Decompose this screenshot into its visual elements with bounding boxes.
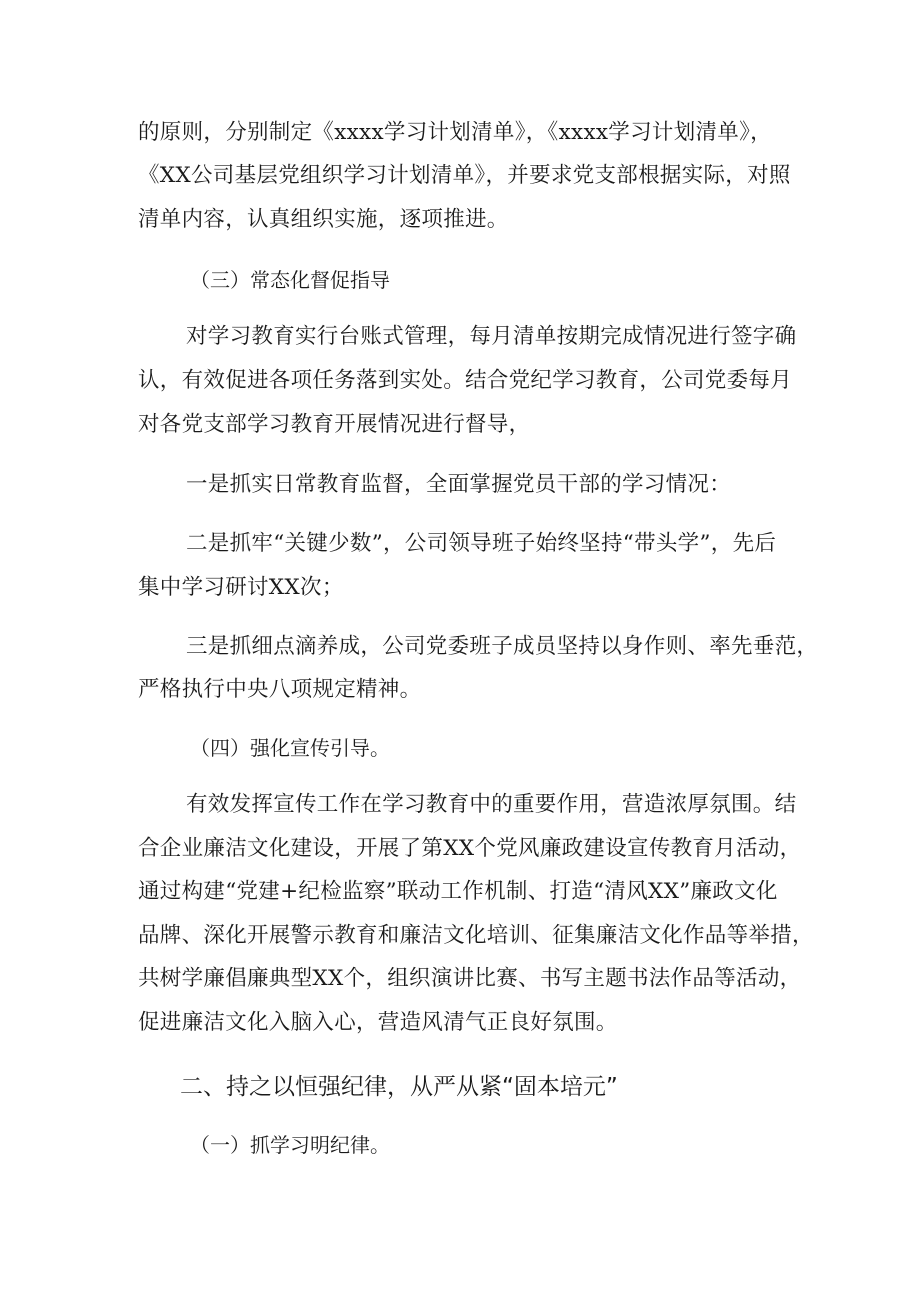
paragraph-line: 集中学习研讨XX次；	[138, 575, 344, 600]
paragraph-line: 对各党支部学习教育开展情况进行督导，	[138, 412, 531, 437]
section-subheading: （三）常态化督促指导	[190, 268, 390, 292]
chapter-heading: 二、持之以恒强纪律，从严从紧“固本培元”	[180, 1074, 618, 1100]
paragraph-line: 的原则，分别制定《xxxx学习计划清单》，《xxxx学习计划清单》，	[138, 120, 772, 145]
paragraph-line: 三是抓细点滴养成，公司党委班子成员坚持以身作则、率先垂范，	[186, 634, 819, 659]
paragraph-line: 共树学廉倡廉典型XX个，组织演讲比赛、书写主题书法作品等活动，	[138, 966, 802, 991]
section-subheading: （四）强化宣传引导。	[190, 736, 390, 760]
paragraph-line: 合企业廉洁文化建设，开展了第XX个党风廉政建设宣传教育月活动，	[138, 836, 802, 861]
paragraph-line: 通过构建“党建+纪检监察”联动工作机制、打造“清风XX”廉政文化	[138, 879, 778, 904]
paragraph-line: 认，有效促进各项任务落到实处。结合党纪学习教育，公司党委每月	[138, 368, 793, 393]
paragraph-line: 清单内容，认真组织实施，逐项推进。	[138, 207, 509, 232]
paragraph-line: 促进廉洁文化入脑入心，营造风清气正良好氛围。	[138, 1010, 618, 1035]
paragraph-line: 品牌、深化开展警示教育和廉洁文化培训、征集廉洁文化作品等举措，	[138, 923, 814, 948]
paragraph-line: 有效发挥宣传工作在学习教育中的重要作用，营造浓厚氛围。结	[186, 792, 797, 817]
paragraph-line: 《XX公司基层党组织学习计划清单》，并要求党支部根据实际，对照	[138, 163, 791, 188]
paragraph-line: 二是抓牢“关键少数”，公司领导班子始终坚持“带头学”，先后	[186, 531, 777, 556]
section-subheading: （一）抓学习明纪律。	[190, 1133, 390, 1157]
paragraph-line: 对学习教育实行台账式管理，每月清单按期完成情况进行签字确	[186, 324, 797, 349]
paragraph-line: 一是抓实日常教育监督，全面掌握党员干部的学习情况：	[186, 472, 732, 497]
paragraph-line: 严格执行中央八项规定精神。	[138, 677, 422, 702]
